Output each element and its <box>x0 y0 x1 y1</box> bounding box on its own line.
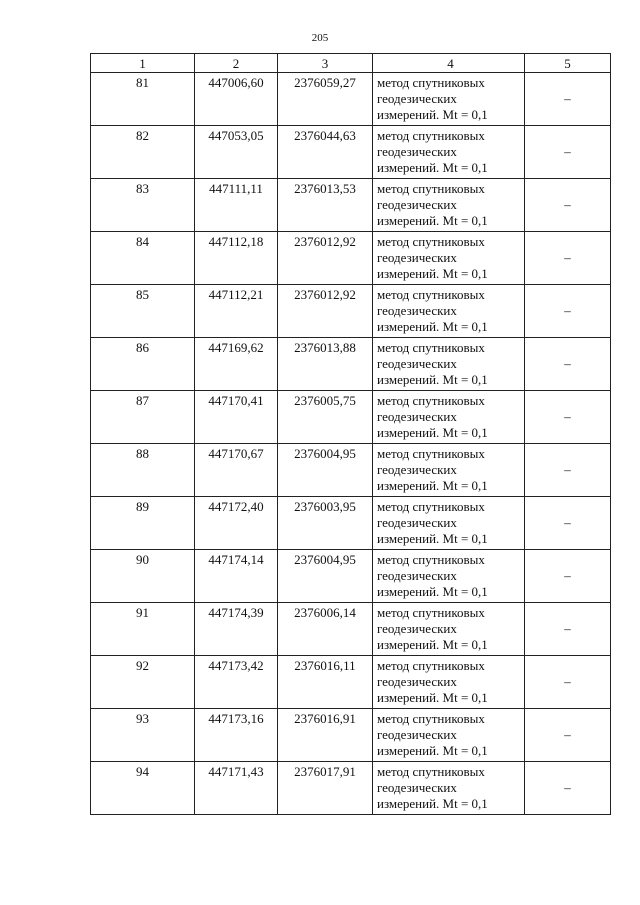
table-row <box>91 497 611 550</box>
column-header-1: 1 <box>91 54 195 73</box>
y-coordinate-cell: 2376004,95 <box>278 550 373 603</box>
method-text-line: геодезических <box>377 144 457 159</box>
method-text-line: измерений. Mt = 0,1 <box>377 425 488 440</box>
method-text-line: измерений. Mt = 0,1 <box>377 637 488 652</box>
method-text-line: измерений. Mt = 0,1 <box>377 160 488 175</box>
accuracy-cell: – <box>525 444 611 497</box>
method-text-line: метод спутниковых <box>377 605 485 620</box>
method-text-line: геодезических <box>377 250 457 265</box>
method-text-line: геодезических <box>377 621 457 636</box>
method-text-line: измерений. Mt = 0,1 <box>377 584 488 599</box>
point-number-cell: 90 <box>91 550 195 603</box>
method-cell <box>373 603 525 656</box>
table-row <box>91 285 611 338</box>
y-coordinate-cell: 2376006,14 <box>278 603 373 656</box>
method-text-line: измерений. Mt = 0,1 <box>377 531 488 546</box>
accuracy-cell: – <box>525 656 611 709</box>
point-number-cell: 87 <box>91 391 195 444</box>
method-text-line: метод спутниковых <box>377 181 485 196</box>
x-coordinate-cell: 447169,62 <box>195 338 278 391</box>
method-text-line: метод спутниковых <box>377 658 485 673</box>
x-coordinate-cell: 447171,43 <box>195 762 278 815</box>
point-number-cell: 93 <box>91 709 195 762</box>
method-cell <box>373 232 525 285</box>
accuracy-cell: – <box>525 762 611 815</box>
table-row <box>91 179 611 232</box>
method-cell <box>373 709 525 762</box>
accuracy-cell: – <box>525 126 611 179</box>
point-number-cell: 88 <box>91 444 195 497</box>
accuracy-cell: – <box>525 391 611 444</box>
method-text-line: измерений. Mt = 0,1 <box>377 743 488 758</box>
point-number-cell: 85 <box>91 285 195 338</box>
method-text-line: геодезических <box>377 674 457 689</box>
method-text-line: геодезических <box>377 356 457 371</box>
y-coordinate-cell: 2376017,91 <box>278 762 373 815</box>
x-coordinate-cell: 447111,11 <box>195 179 278 232</box>
x-coordinate-cell: 447170,67 <box>195 444 278 497</box>
table-body <box>91 73 611 815</box>
method-text-line: геодезических <box>377 568 457 583</box>
method-text-line: геодезических <box>377 780 457 795</box>
method-text-line: метод спутниковых <box>377 75 485 90</box>
method-text-line: геодезических <box>377 727 457 742</box>
method-cell <box>373 73 525 126</box>
x-coordinate-cell: 447006,60 <box>195 73 278 126</box>
x-coordinate-cell: 447112,21 <box>195 285 278 338</box>
method-cell <box>373 391 525 444</box>
method-cell <box>373 179 525 232</box>
table-row <box>91 603 611 656</box>
page-number: 205 <box>311 32 329 44</box>
method-text-line: метод спутниковых <box>377 287 485 302</box>
table-row <box>91 232 611 285</box>
accuracy-cell: – <box>525 232 611 285</box>
y-coordinate-cell: 2376005,75 <box>278 391 373 444</box>
method-text-line: геодезических <box>377 409 457 424</box>
point-number-cell: 82 <box>91 126 195 179</box>
table-row <box>91 444 611 497</box>
accuracy-cell: – <box>525 338 611 391</box>
point-number-cell: 91 <box>91 603 195 656</box>
method-text-line: метод спутниковых <box>377 128 485 143</box>
accuracy-cell: – <box>525 550 611 603</box>
method-text-line: измерений. Mt = 0,1 <box>377 107 488 122</box>
method-text-line: измерений. Mt = 0,1 <box>377 266 488 281</box>
method-text-line: геодезических <box>377 197 457 212</box>
method-cell <box>373 762 525 815</box>
method-text-line: метод спутниковых <box>377 764 485 779</box>
method-cell <box>373 338 525 391</box>
accuracy-cell: – <box>525 73 611 126</box>
x-coordinate-cell: 447174,39 <box>195 603 278 656</box>
method-text-line: метод спутниковых <box>377 446 485 461</box>
x-coordinate-cell: 447173,42 <box>195 656 278 709</box>
accuracy-cell: – <box>525 179 611 232</box>
y-coordinate-cell: 2376044,63 <box>278 126 373 179</box>
y-coordinate-cell: 2376012,92 <box>278 232 373 285</box>
y-coordinate-cell: 2376059,27 <box>278 73 373 126</box>
method-text-line: геодезических <box>377 515 457 530</box>
method-text-line: геодезических <box>377 462 457 477</box>
table-row <box>91 126 611 179</box>
y-coordinate-cell: 2376003,95 <box>278 497 373 550</box>
method-text-line: измерений. Mt = 0,1 <box>377 213 488 228</box>
method-text-line: метод спутниковых <box>377 552 485 567</box>
y-coordinate-cell: 2376012,92 <box>278 285 373 338</box>
method-text-line: метод спутниковых <box>377 234 485 249</box>
method-text-line: измерений. Mt = 0,1 <box>377 372 488 387</box>
table-row <box>91 762 611 815</box>
table-row <box>91 656 611 709</box>
point-number-cell: 89 <box>91 497 195 550</box>
x-coordinate-cell: 447172,40 <box>195 497 278 550</box>
method-text-line: метод спутниковых <box>377 499 485 514</box>
x-coordinate-cell: 447112,18 <box>195 232 278 285</box>
table-row <box>91 73 611 126</box>
point-number-cell: 83 <box>91 179 195 232</box>
point-number-cell: 86 <box>91 338 195 391</box>
coordinates-table <box>90 53 611 815</box>
x-coordinate-cell: 447173,16 <box>195 709 278 762</box>
y-coordinate-cell: 2376016,91 <box>278 709 373 762</box>
method-text-line: метод спутниковых <box>377 393 485 408</box>
accuracy-cell: – <box>525 497 611 550</box>
column-header-2: 2 <box>195 54 278 73</box>
point-number-cell: 84 <box>91 232 195 285</box>
column-header-5: 5 <box>525 54 611 73</box>
table-row <box>91 338 611 391</box>
method-cell <box>373 444 525 497</box>
y-coordinate-cell: 2376013,88 <box>278 338 373 391</box>
y-coordinate-cell: 2376013,53 <box>278 179 373 232</box>
column-header-4: 4 <box>373 54 525 73</box>
method-text-line: измерений. Mt = 0,1 <box>377 319 488 334</box>
accuracy-cell: – <box>525 709 611 762</box>
point-number-cell: 94 <box>91 762 195 815</box>
point-number-cell: 92 <box>91 656 195 709</box>
method-text-line: измерений. Mt = 0,1 <box>377 478 488 493</box>
accuracy-cell: – <box>525 603 611 656</box>
table-row <box>91 391 611 444</box>
method-cell <box>373 285 525 338</box>
method-cell <box>373 126 525 179</box>
method-cell <box>373 656 525 709</box>
x-coordinate-cell: 447170,41 <box>195 391 278 444</box>
method-cell <box>373 497 525 550</box>
column-header-3: 3 <box>278 54 373 73</box>
table-header-row <box>91 54 611 73</box>
method-text-line: геодезических <box>377 91 457 106</box>
method-text-line: измерений. Mt = 0,1 <box>377 690 488 705</box>
accuracy-cell: – <box>525 285 611 338</box>
table-row <box>91 550 611 603</box>
method-text-line: метод спутниковых <box>377 711 485 726</box>
point-number-cell: 81 <box>91 73 195 126</box>
method-text-line: метод спутниковых <box>377 340 485 355</box>
method-text-line: измерений. Mt = 0,1 <box>377 796 488 811</box>
method-text-line: геодезических <box>377 303 457 318</box>
method-cell <box>373 550 525 603</box>
y-coordinate-cell: 2376004,95 <box>278 444 373 497</box>
x-coordinate-cell: 447174,14 <box>195 550 278 603</box>
table-row <box>91 709 611 762</box>
x-coordinate-cell: 447053,05 <box>195 126 278 179</box>
y-coordinate-cell: 2376016,11 <box>278 656 373 709</box>
